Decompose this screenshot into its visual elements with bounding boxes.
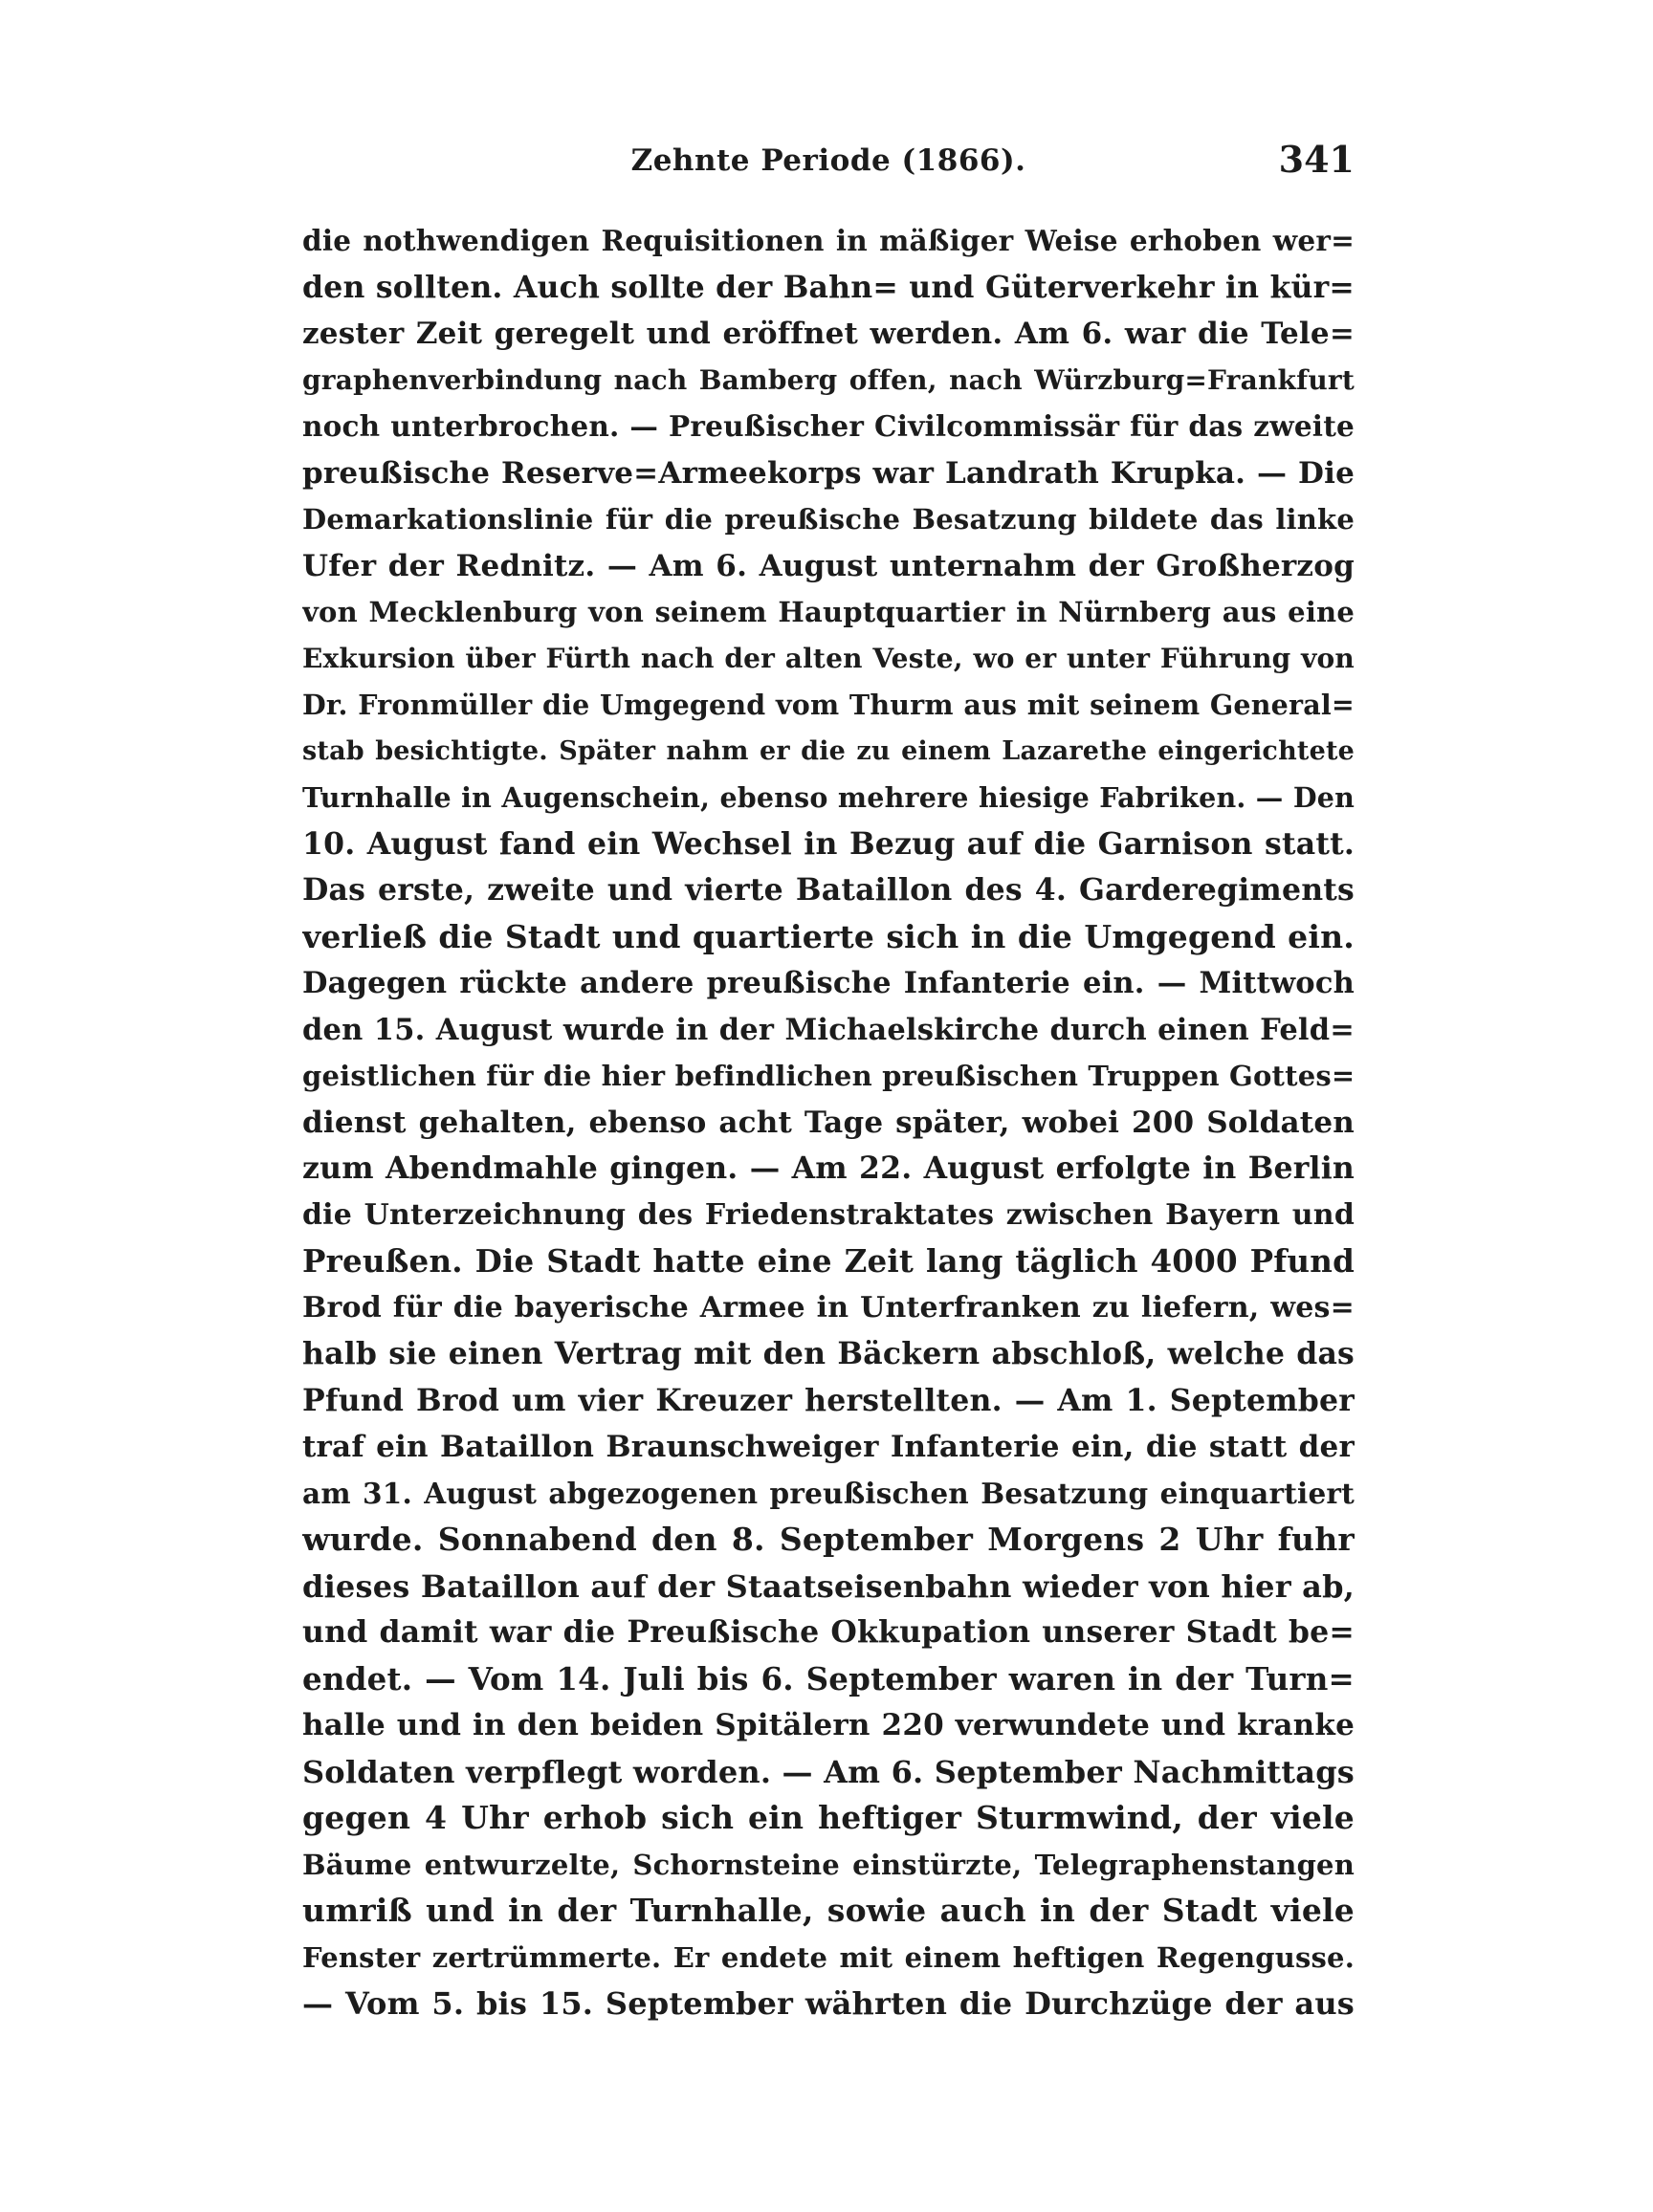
text-line: preußische Reserve=Armeekorps war Landrath Krupka. — Die — [302, 455, 1355, 491]
text-line: — Vom 5. bis 15. September währten die Durchzüge der aus — [302, 1985, 1355, 2022]
text-line: Das erste, zweite und vierte Bataillon des 4. Garderegiments — [302, 872, 1355, 908]
text-line: 10. August fand ein Wechsel in Bezug auf die Garnison statt. — [302, 825, 1355, 862]
text-line: und damit war die Preußische Okkupation unserer Stadt be= — [302, 1614, 1355, 1650]
text-line: stab besichtigte. Später nahm er die zu einem Lazarethe eingerichtete — [302, 735, 1355, 766]
text-line: endet. — Vom 14. Juli bis 6. September waren in der Turn= — [302, 1659, 1355, 1697]
text-line: Demarkationslinie für die preußische Besatzung bildete das linke — [302, 503, 1355, 536]
text-line: dieses Bataillon auf der Staatseisenbahn wieder von hier ab, — [302, 1567, 1355, 1605]
text-line: den sollten. Auch sollte der Bahn= und Güterverkehr in kür= — [302, 269, 1355, 305]
text-line: noch unterbrochen. — Preußischer Civilcommissär für das zweite — [302, 409, 1355, 443]
text-line: Preußen. Die Stadt hatte eine Zeit lang täglich 4000 Pfund — [302, 1242, 1355, 1280]
text-line: Brod für die bayerische Armee in Unterfranken zu liefern, wes= — [302, 1290, 1355, 1325]
text-line: Dr. Fronmüller die Umgegend vom Thurm aus mit seinem General= — [302, 689, 1355, 721]
text-line: Turnhalle in Augenschein, ebenso mehrere hiesige Fabriken. — Den — [302, 781, 1355, 814]
text-line: von Mecklenburg von seinem Hauptquartier in Nürnberg aus eine — [302, 596, 1355, 628]
text-line: die Unterzeichnung des Friedenstraktates zwischen Bayern und — [302, 1197, 1355, 1232]
text-line: verließ die Stadt und quartierte sich in die Umgegend ein. — [302, 917, 1355, 955]
text-line: geistlichen für die hier befindlichen preußischen Truppen Gottes= — [302, 1060, 1355, 1092]
text-line: Exkursion über Fürth nach der alten Veste, wo er unter Führung von — [302, 642, 1355, 674]
body-text — [302, 218, 1355, 2027]
text-line: zester Zeit geregelt und eröffnet werden. Am 6. war die Tele= — [302, 317, 1355, 351]
text-line: zum Abendmahle gingen. — Am 22. August erfolgte in Berlin — [302, 1150, 1355, 1186]
text-line: wurde. Sonnabend den 8. September Morgens 2 Uhr fuhr — [302, 1521, 1355, 1558]
text-line: den 15. August wurde in der Michaelskirche durch einen Feld= — [302, 1012, 1355, 1047]
text-line: Bäume entwurzelte, Schornsteine einstürzte, Telegraphenstangen — [302, 1848, 1355, 1881]
text-line: Pfund Brod um vier Kreuzer herstellten. — Am 1. September — [302, 1382, 1355, 1418]
text-line: halb sie einen Vertrag mit den Bäckern abschloß, welche das — [302, 1336, 1355, 1371]
text-line: Ufer der Rednitz. — Am 6. August unternahm der Großherzog — [302, 548, 1355, 583]
running-header — [302, 134, 1355, 191]
text-line: Fenster zertrümmerte. Er endete mit einem heftigen Regengusse. — [302, 1940, 1355, 1974]
text-line: traf ein Bataillon Braunschweiger Infanterie ein, die statt der — [302, 1430, 1355, 1464]
book-page — [302, 134, 1355, 2027]
text-line: dienst gehalten, ebenso acht Tage später, wobei 200 Soldaten — [302, 1105, 1355, 1140]
text-line: halle und in den beiden Spitälern 220 verwundete und kranke — [302, 1708, 1355, 1742]
text-line: die nothwendigen Requisitionen in mäßiger Weise erhoben wer= — [302, 224, 1355, 257]
text-line: graphenverbindung nach Bamberg offen, nach Würzburg=Frankfurt — [302, 363, 1355, 396]
text-line: Dagegen rückte andere preußische Infanterie ein. — Mittwoch — [302, 966, 1355, 1000]
running-title: Zehnte Periode (1866). — [630, 143, 1026, 178]
text-line: gegen 4 Uhr erhob sich ein heftiger Sturmwind, der viele — [302, 1799, 1355, 1836]
text-line: am 31. August abgezogenen preußischen Besatzung einquartiert — [302, 1476, 1355, 1510]
text-line: Soldaten verpflegt worden. — Am 6. September Nachmittags — [302, 1753, 1355, 1790]
text-line: umriß und in der Turnhalle, sowie auch in der Stadt viele — [302, 1892, 1355, 1929]
page-number: 341 — [1278, 138, 1355, 181]
